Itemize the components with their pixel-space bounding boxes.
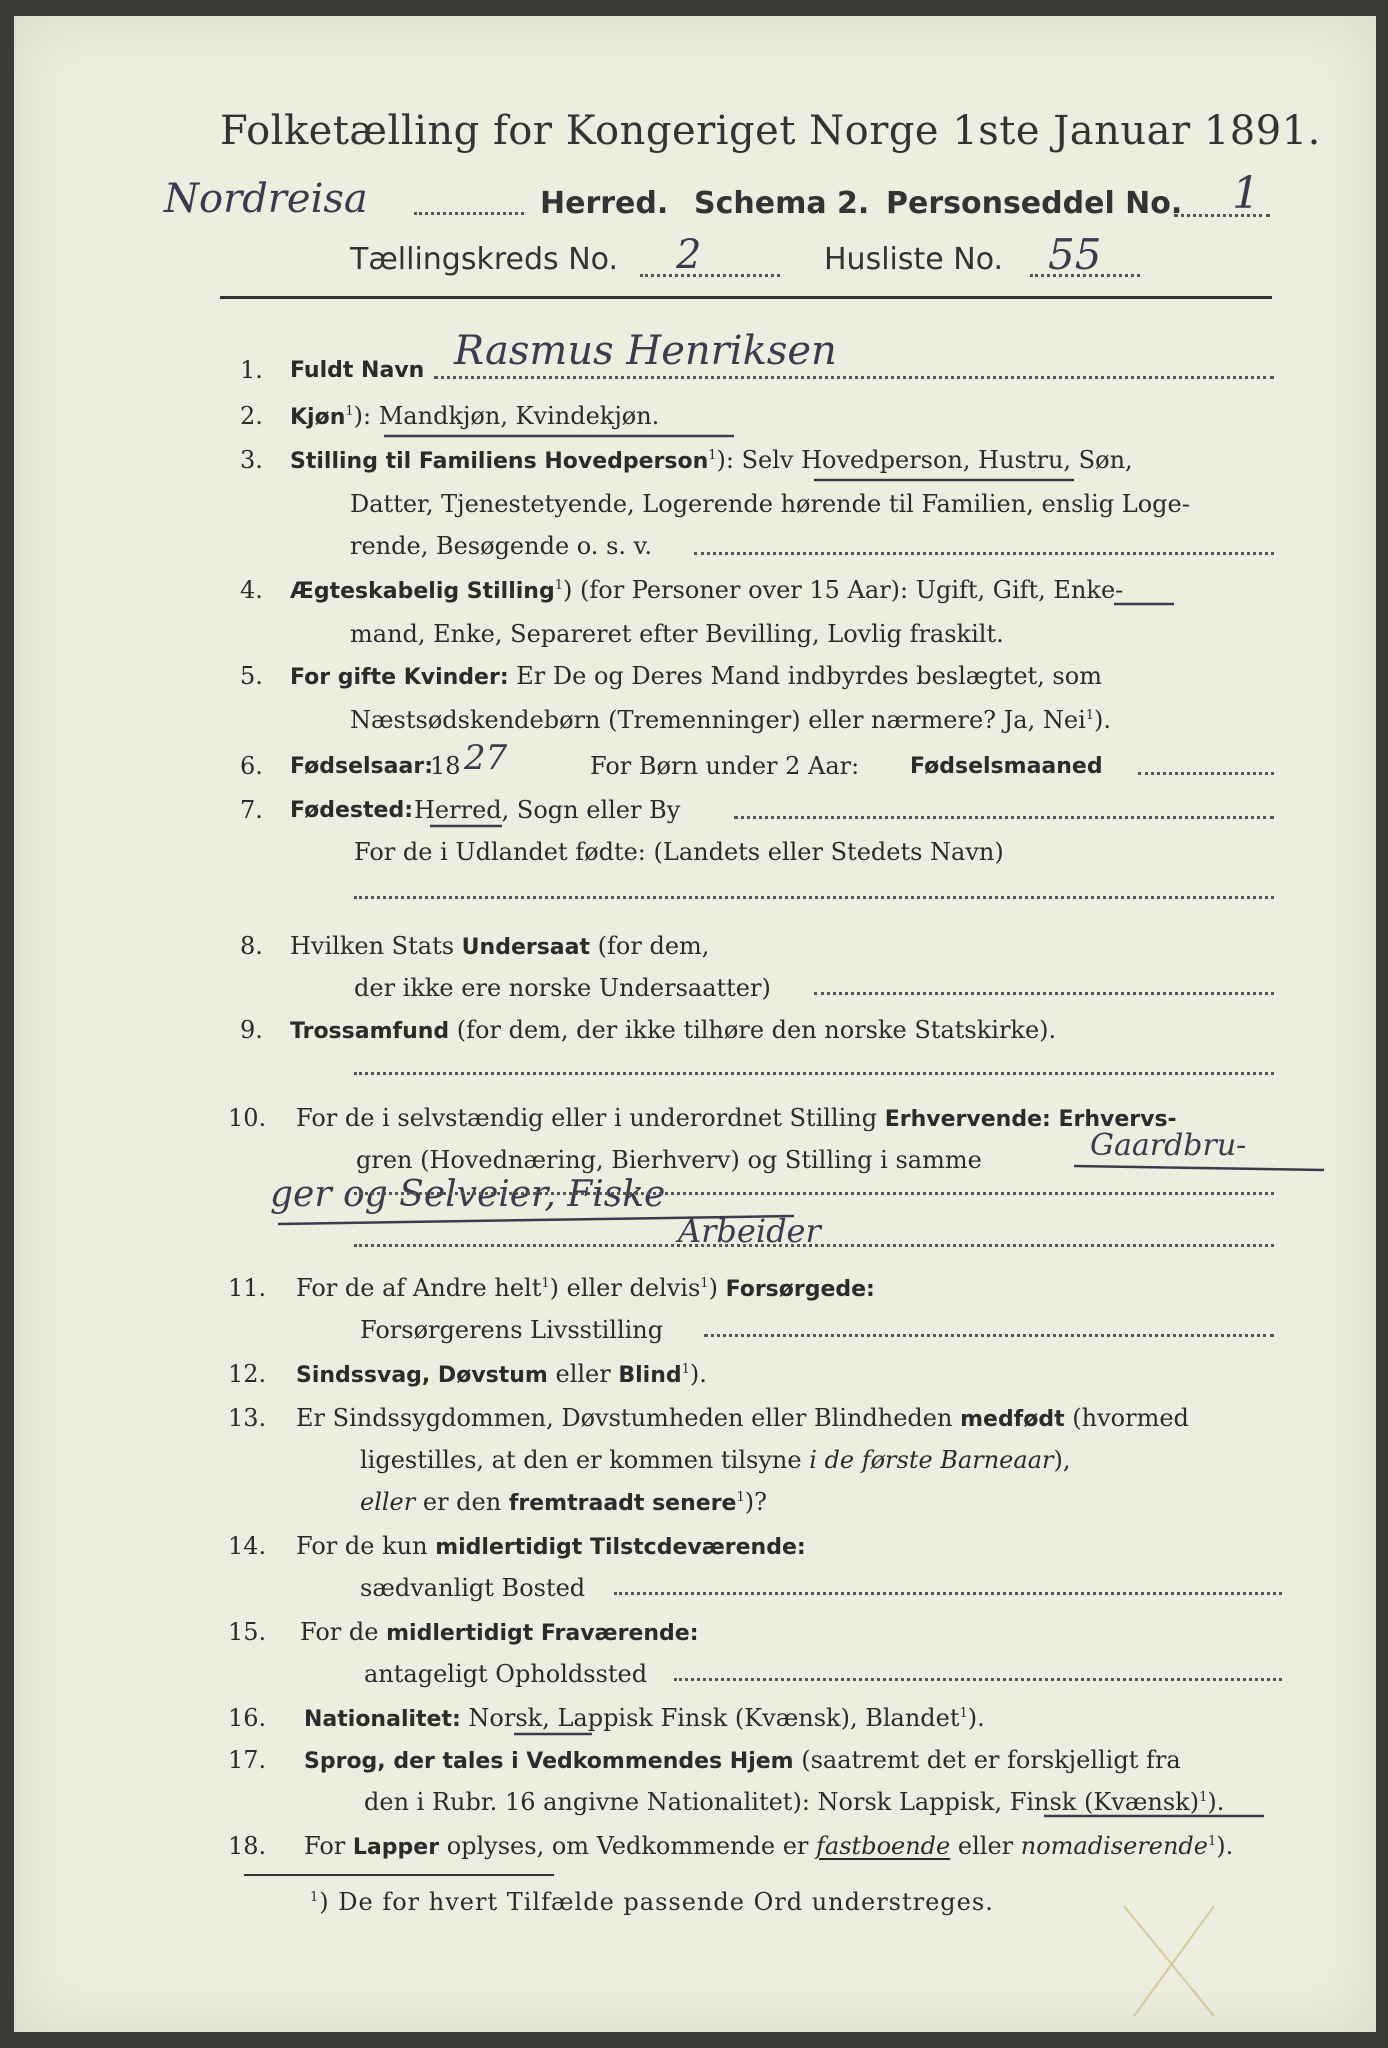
field-16-number: 16. (228, 1704, 267, 1732)
footnote-text: ) De for hvert Tilfælde passende Ord understreges. (319, 1888, 994, 1916)
field-4-text-b: mand, Enke, Separeret efter Bevilling, Lovlig fraskilt. (350, 620, 1004, 648)
field-11-label: Forsørgede: (725, 1277, 875, 1302)
field-17-number: 17. (228, 1746, 267, 1774)
field-10-value-a: Gaardbru- (1090, 1128, 1247, 1163)
field-11-text-b: ) eller delvis (549, 1274, 701, 1302)
field-8-text-a: Hvilken Stats (290, 932, 455, 960)
herred-label: Herred. (540, 186, 669, 221)
field-5-label: For gifte Kvinder: (290, 665, 509, 690)
field-11-number: 11. (228, 1274, 267, 1302)
field-2-text: ): Mandkjøn, Kvindekjøn. (353, 402, 660, 430)
field-7-label: Fødested: (290, 798, 413, 823)
field-13-label: medfødt (960, 1407, 1065, 1432)
field-9-label: Trossamfund (290, 1019, 450, 1044)
field-3-text-b: Datter, Tjenestetyende, Logerende hørende til Familien, enslig Loge- (350, 490, 1190, 518)
field-10-label: Erhvervende: Erhvervs- (884, 1107, 1177, 1132)
personseddel-value: 1 (1232, 168, 1260, 219)
field-11-text-c: Forsørgerens Livsstilling (360, 1316, 664, 1344)
field-17-text-a: (saatremt det er forskjelligt fra (801, 1746, 1181, 1774)
field-13-text-d-italic: eller (360, 1488, 416, 1516)
field-5-number: 5. (240, 662, 263, 690)
field-18-text-a: For (304, 1832, 346, 1860)
field-12-label-a: Sindssvag, Døvstum (296, 1363, 548, 1388)
field-10-text-b: gren (Hovednæring, Bierhverv) og Stilling i samme (356, 1146, 982, 1174)
field-10-value-c: Arbeider (678, 1212, 821, 1250)
field-16-label: Nationalitet: (304, 1707, 461, 1732)
field-13-number: 13. (228, 1404, 267, 1432)
field-5-text-b: Næstsødskendebørn (Tremenninger) eller nærmere? Ja, Nei (350, 706, 1086, 734)
field-17-text-b: den i Rubr. 16 angivne Nationalitet): Norsk Lappisk, Finsk (Kvænsk) (364, 1788, 1200, 1816)
field-13-text-a: Er Sindssygdommen, Døvstumheden eller Blindheden (296, 1404, 953, 1432)
field-13-text-b: (hvormed (1072, 1404, 1189, 1432)
personseddel-label: Personseddel No. (886, 186, 1183, 221)
field-8-text-c: der ikke ere norske Undersaatter) (354, 974, 771, 1002)
field-4-number: 4. (240, 576, 263, 604)
field-6-label-2: Fødselsmaaned (910, 754, 1103, 779)
field-15-text-a: For de (300, 1618, 379, 1646)
field-3-number: 3. (240, 446, 263, 474)
field-16-text: Norsk, Lappisk Finsk (Kvænsk), Blandet (468, 1704, 960, 1732)
field-14-number: 14. (228, 1532, 267, 1560)
field-18-number: 18. (228, 1832, 267, 1860)
pencil-x-stroke-1 (1124, 1906, 1214, 2016)
field-12-number: 12. (228, 1360, 267, 1388)
field-9-text: (for dem, der ikke tilhøre den norske Statskirke). (456, 1016, 1057, 1044)
field-9-number: 9. (240, 1016, 263, 1044)
field-14-text-a: For de kun (296, 1532, 428, 1560)
field-6-value: 27 (464, 738, 508, 778)
field-8-label: Undersaat (461, 935, 591, 960)
strike-value (278, 1216, 794, 1224)
field-8-number: 8. (240, 932, 263, 960)
field-7-text: Herred, Sogn eller By (414, 796, 681, 824)
field-1-value: Rasmus Henriksen (454, 328, 837, 374)
kreds-label: Tællingskreds No. (350, 242, 618, 277)
field-7-text-b: For de i Udlandet fødte: (Landets eller Stedets Navn) (354, 838, 1004, 866)
kreds-value: 2 (676, 232, 702, 278)
field-8-text-b: (for dem, (597, 932, 710, 960)
schema-label: Schema 2. (694, 186, 870, 221)
field-6-text: For Børn under 2 Aar: (590, 752, 860, 780)
field-3-text-a: ): Selv Hovedperson, Hustru, Søn, (716, 446, 1133, 474)
field-2-number: 2. (240, 402, 263, 430)
herred-value: Nordreisa (164, 176, 368, 222)
field-2-label: Kjøn (290, 405, 346, 430)
field-15-text-b: antageligt Opholdssted (364, 1660, 648, 1688)
field-18-label: Lapper (352, 1835, 440, 1860)
field-13-label-2: fremtraadt senere (508, 1491, 737, 1516)
field-1-number: 1. (240, 356, 263, 384)
field-4-label: Ægteskabelig Stilling (290, 579, 555, 604)
handwritten-marks (14, 16, 1376, 2032)
field-3-label: Stilling til Familiens Hovedperson (290, 449, 709, 474)
field-3-text-c: rende, Besøgende o. s. v. (350, 532, 652, 560)
field-17-label: Sprog, der tales i Vedkommendes Hjem (304, 1749, 794, 1774)
field-10-number: 10. (228, 1104, 267, 1132)
field-15-label: midlertidigt Fraværende: (386, 1621, 699, 1646)
field-18-italic-a: fastboende (816, 1832, 951, 1860)
field-10-value-b: ger og Selveier, Fiske (270, 1174, 666, 1215)
field-14-text-b: sædvanligt Bosted (360, 1574, 586, 1602)
field-6-prefix: 18 (430, 752, 461, 780)
field-4-text-a: ) (for Personer over 15 Aar): Ugift, Gift, Enke- (563, 576, 1124, 604)
field-18-italic-b: nomadiserende (1020, 1832, 1208, 1860)
husliste-label: Husliste No. (824, 242, 1004, 277)
census-form-sheet: Folketælling for Kongeriget Norge 1ste Januar 1891. Nordreisa Herred. Schema 2. Personseddel No. 1 Tællingskreds No. 2 Husliste No. 55 1. Fuldt Navn Rasmus Henriksen 2. Kjøn$^1$): Mandkjøn, Kvindekjøn. 3. Stilling til Familiens Hovedperson$^1$): Selv Hovedperson, Hustru, Søn, Datter, Tjenestetyende, Logerende hørende til Familien, enslig Loge- rende, Besøgende o. s. v. 4. Ægteskabelig Stilling$^1$) (for Personer over 15 Aar): Ugift, Gift, Enke- mand, Enke, Separeret efter Bevilling, Lovlig fraskilt. 5. For gifte Kvinder: Er De og Deres Mand indbyrdes beslægtet, som Næstsødskendebørn (Tremenninger) eller nærmere? Ja, Nei$^1$). 6. Fødselsaar: 18 27 For Børn under 2 Aar: Fødselsmaaned 7. Fødested: Herred, Sogn eller By For de i Udlandet fødte: (Landets eller Stedets Navn) 8. Hvilken Stats Undersaat (for dem, der ikke ere norske Undersaatter) 9. Trossamfund (for dem, der ikke tilhøre den norske Statskirke). 10. For de i selvstændig eller i underordnet Stilling Erhvervende: Erhvervs- gren (Hovednæring, Bierhverv) og Stilling i samme Gaardbru- ger og Selveier, Fiske Arbeider 11. For de af Andre helt$^1$) eller delvis$^1$) Forsørgede: Forsørgerens Livsstilling 12. Sindssvag, Døvstum eller Blind$^1$). 13. Er Sindssygdommen, Døvstumheden eller Blindheden medfødt (hvormed ligestilles, at den er kommen tilsyne i de første Barneaar), eller er den fremtraadt senere$^1$)? 14. For de kun midlertidigt Tilstcdeværende: sædvanligt Bosted 15. For de midlertidigt Fraværende: antageligt Opholdssted 16. Nationalitet: Norsk, Lappisk Finsk (Kvænsk), Blandet$^1$). 17. Sprog, der tales i Vedkommendes Hjem (saatremt det er forskjelligt fra den i Rubr. 16 angivne Nationalitet): Norsk Lappisk, Finsk (Kvænsk)$^1$). 18. For Lapper oplyses, om Vedkommende er fastboende eller nomadiserende$^1$). $^1$) De for hvert Tilfælde passende Ord understreges. (14, 16, 1376, 2032)
field-14-label: midlertidigt Tilstcdeværende: (435, 1535, 806, 1560)
husliste-value: 55 (1048, 230, 1102, 279)
field-13-text-c: ligestilles, at den er kommen tilsyne (360, 1446, 802, 1474)
field-18-text-c: eller (957, 1832, 1014, 1860)
pencil-x-stroke-2 (1134, 1906, 1214, 2016)
field-6-number: 6. (240, 752, 263, 780)
field-11-text-a: For de af Andre helt (296, 1274, 542, 1302)
field-7-number: 7. (240, 796, 263, 824)
field-13-text-c-italic: i de første Barneaar (809, 1446, 1054, 1474)
strike-gaardbruger (1074, 1166, 1324, 1170)
field-13-text-d: er den (422, 1488, 502, 1516)
field-12-label-b: Blind (618, 1363, 682, 1388)
field-6-label: Fødselsaar: (290, 754, 433, 779)
field-5-text-a: Er De og Deres Mand indbyrdes beslægtet, som (516, 662, 1102, 690)
field-12-text: eller (555, 1360, 611, 1388)
field-15-number: 15. (228, 1618, 267, 1646)
field-10-text-a: For de i selvstændig eller i underordnet Stilling (296, 1104, 878, 1132)
field-1-label: Fuldt Navn (290, 358, 425, 383)
field-18-text-b: oplyses, om Vedkommende er (446, 1832, 809, 1860)
footnote-marker: 1 (310, 1890, 320, 1905)
form-title: Folketælling for Kongeriget Norge 1ste Januar 1891. (220, 108, 1321, 154)
